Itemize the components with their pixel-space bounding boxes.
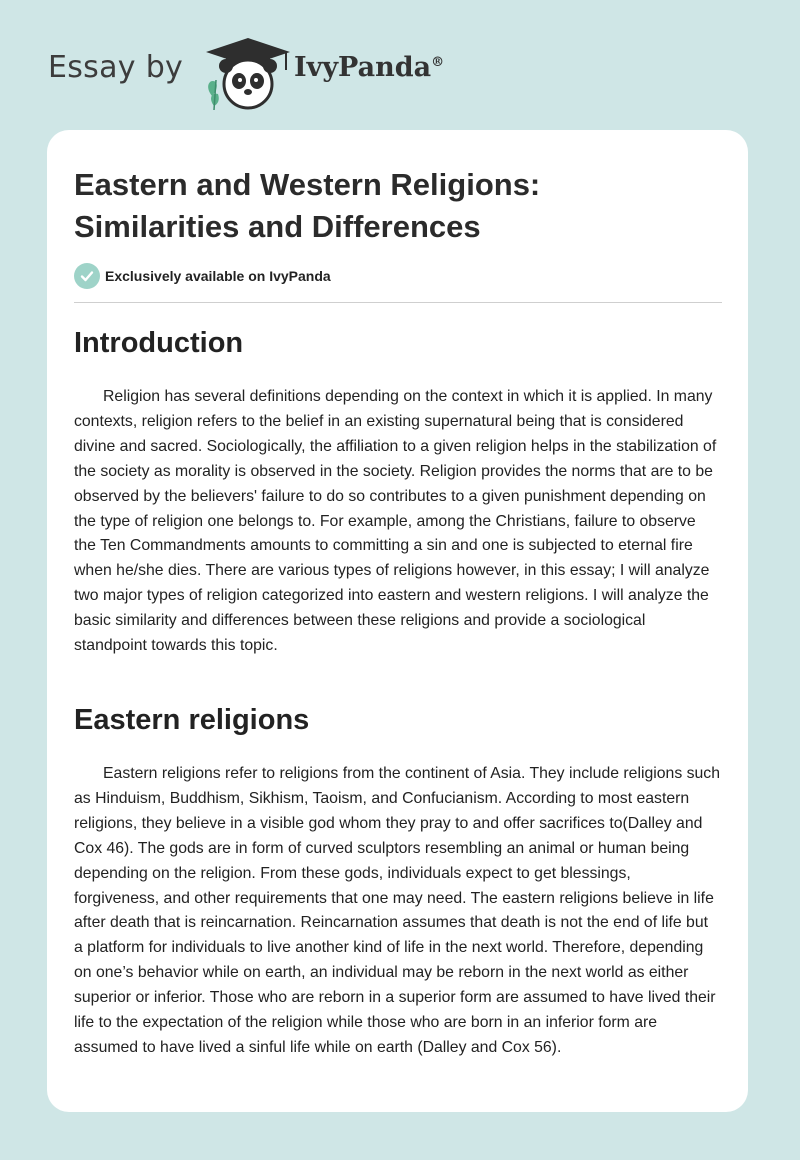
panda-graduate-logo-icon[interactable] — [202, 34, 294, 112]
essay-by-label: Essay by — [48, 50, 184, 85]
exclusive-badge-text: Exclusively available on IvyPanda — [105, 268, 331, 284]
essay-card — [47, 130, 748, 1112]
section-text-eastern-religions: Eastern religions refer to religions from the continent of Asia. They include religions such as Hinduism, Buddhism, Sikhism, Taoism, and Confucianism. According to most eastern religions, they believe in a visible god whom they pray to and offer sacrifices to(Dalley and Cox 46). The gods are in form of curved sculptors resembling an animal or human being depending on the religion. From these gods, individuals expect to get blessings, forgiveness, and other requirements that one may need. The eastern religions believe in life after death that is reincarnation. Reincarnation assumes that death is not the end of life but a platform for individuals to live another kind of life in the next world. Therefore, depending on one’s behavior while on earth, an individual may be reborn in the next world as either superior or inferior. Those who are reborn in a superior form are assumed to have lived their life to the expectation of the religion while those who are born in an inferior form are assumed to have lived a sinful life while on earth (Dalley and Cox 56). — [74, 765, 720, 1056]
section-text-introduction: Religion has several definitions depending on the context in which it is applied. In many contexts, religion refers to the belief in an existing supernatural being that is considered divine and sacred. Sociologically, the affiliation to a given religion helps in the stabilization of the society as morality is observed in the society. Religion provides the norms that are to be observed by the believers' failure to do so contributes to a given punishment depending on the type of religion one belongs to. For example, among the Christians, failure to observe the Ten Commandments amounts to committing a sin and one is subjected to eternal fire when he/she dies. There are various types of religions however, in this essay; I will analyze two major types of religion categorized into eastern and western religions. I will analyze the basic similarity and differences between these religions and provide a sociological standpoint towards this topic. — [74, 388, 717, 655]
exclusive-badge — [74, 262, 331, 290]
check-icon — [74, 263, 100, 289]
divider — [74, 302, 722, 303]
site-header — [48, 34, 508, 114]
essay-title: Eastern and Western Religions: Similarities and Differences — [74, 167, 541, 244]
section-heading-eastern-religions: Eastern religions — [74, 704, 310, 736]
section-heading-introduction: Introduction — [74, 327, 244, 359]
brand-name[interactable]: IvyPanda® — [294, 52, 445, 83]
